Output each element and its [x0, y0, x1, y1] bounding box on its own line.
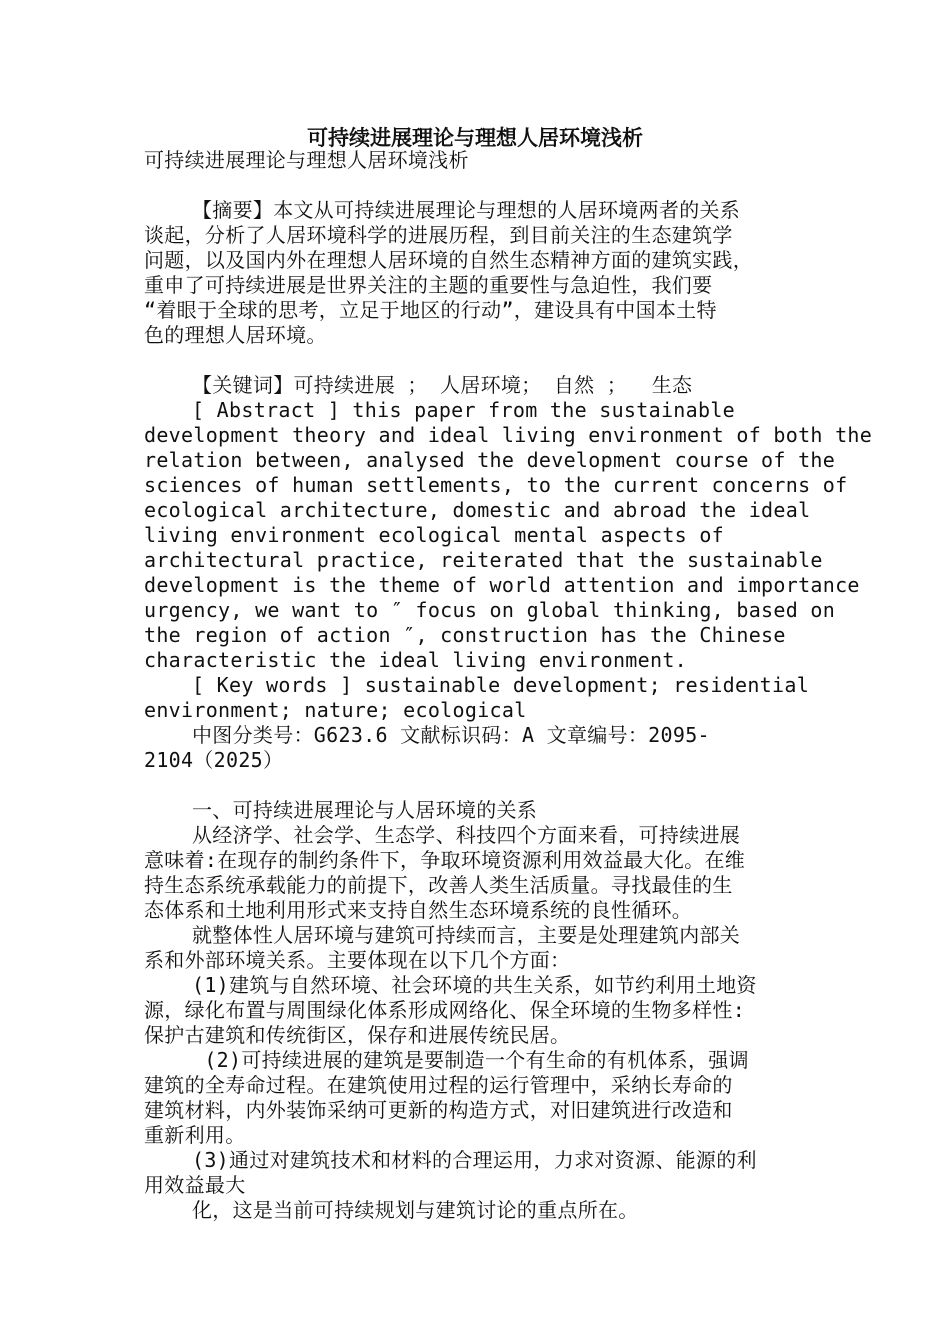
abstract-cn-line: 重申了可持续进展是世界关注的主题的重要性与急迫性，我们要 [144, 273, 713, 297]
classification-line: 2104（2025） [144, 748, 284, 772]
abstract-en-line: relation between, analysed the development course of the [144, 448, 836, 472]
abstract-en-line: development is the theme of world attention and importance [144, 573, 860, 597]
keywords-en-line: [ Key words ] sustainable development; residential [192, 673, 810, 697]
abstract-en-line: the region of action ″, construction has the Chinese [144, 623, 786, 647]
abstract-en-line: ecological architecture, domestic and abroad the ideal [144, 498, 811, 522]
list-item-line: 建筑材料，内外装饰采纳可更新的构造方式，对旧建筑进行改造和 [144, 1098, 733, 1122]
abstract-en-line: sciences of human settlements, to the current concerns of [144, 473, 848, 497]
abstract-cn-line: 色的理想人居环境。 [144, 323, 327, 347]
paragraph-line: 就整体性人居环境与建筑可持续而言，主要是处理建筑内部关 [192, 923, 741, 947]
paragraph-line: 从经济学、社会学、生态学、科技四个方面来看，可持续进展 [192, 823, 741, 847]
paragraph-line: 化，这是当前可持续规划与建筑讨论的重点所在。 [192, 1198, 639, 1222]
abstract-cn-line: 【摘要】本文从可持续进展理论与理想的人居环境两者的关系 [192, 198, 741, 222]
keywords-cn: 【关键词】可持续进展 ； 人居环境； 自然 ； 生态 [192, 373, 693, 397]
abstract-en-line: characteristic the ideal living environment. [144, 648, 688, 672]
abstract-en-line: architectural practice, reiterated that the sustainable [144, 548, 823, 572]
abstract-cn-line: “着眼于全球的思考，立足于地区的行动”，建设具有中国本土特 [144, 298, 717, 322]
paragraph-line: 持生态系统承载能力的前提下，改善人类生活质量。寻找最佳的生 [144, 873, 733, 897]
abstract-en-line: living environment ecological mental aspects of [144, 523, 725, 547]
list-item-line: (2)可持续进展的建筑是要制造一个有生命的有机体系，强调 [192, 1048, 749, 1072]
list-item-line: 重新利用。 [144, 1123, 246, 1147]
abstract-cn-line: 问题，以及国内外在理想人居环境的自然生态精神方面的建筑实践， [144, 248, 753, 272]
list-item-line: (3)通过对建筑技术和材料的合理运用，力求对资源、能源的利 [192, 1148, 757, 1172]
keywords-en-line: environment; nature; ecological [144, 698, 527, 722]
abstract-en-line: urgency, we want to ″ focus on global thinking, based on [144, 598, 836, 622]
list-item-line: 保护古建筑和传统街区，保存和进展传统民居。 [144, 1023, 571, 1047]
list-item-line: 建筑的全寿命过程。在建筑使用过程的运行管理中，采纳长寿命的 [144, 1073, 733, 1097]
paragraph-line: 态体系和土地利用形式来支持自然生态环境系统的良性循环。 [144, 898, 693, 922]
paragraph-line: 系和外部环境关系。主要体现在以下几个方面： [144, 948, 571, 972]
document-title: 可持续进展理论与理想人居环境浅析 [307, 125, 643, 150]
list-item-line: 源，绿化布置与周围绿化体系形成网络化、保全环境的生物多样性: [144, 998, 746, 1022]
abstract-cn-line: 谈起，分析了人居环境科学的进展历程，到目前关注的生态建筑学 [144, 223, 733, 247]
list-item-line: (1)建筑与自然环境、社会环境的共生关系，如节约利用土地资 [192, 973, 757, 997]
section-heading: 一、可持续进展理论与人居环境的关系 [192, 798, 538, 822]
abstract-en-line: development theory and ideal living environment of both the [144, 423, 873, 447]
classification-line: 中图分类号：G623.6 文献标识码：A 文章编号：2095- [192, 723, 710, 747]
abstract-en-line: [ Abstract ] this paper from the sustainable [192, 398, 736, 422]
list-item-line: 用效益最大 [144, 1173, 246, 1197]
paragraph-line: 意味着:在现存的制约条件下，争取环境资源利用效益最大化。在维 [144, 848, 746, 872]
document-subtitle: 可持续进展理论与理想人居环境浅析 [144, 148, 469, 172]
